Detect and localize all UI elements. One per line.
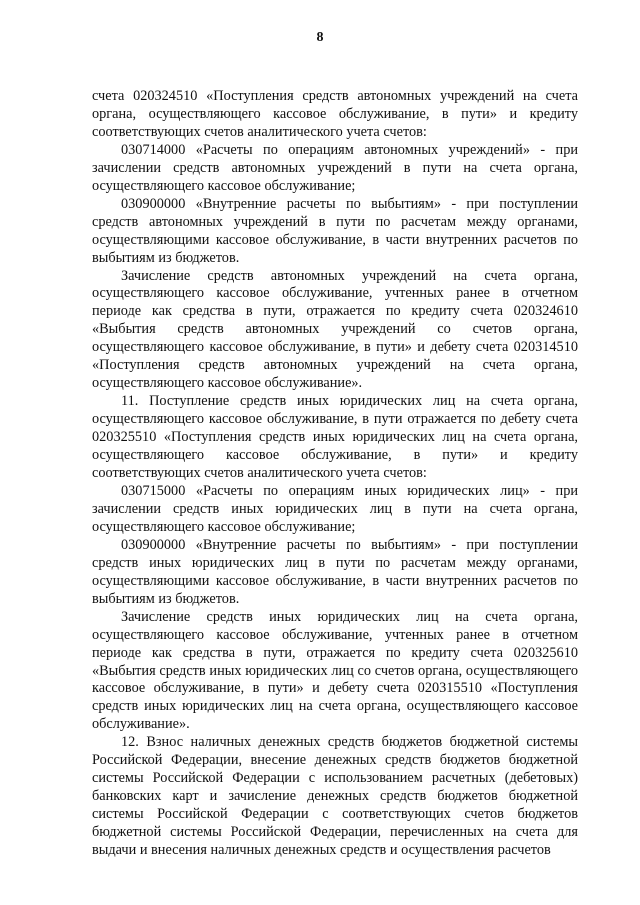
paragraph-account-030900000-autonomous: 030900000 «Внутренние расчеты по выбытиям» - при поступлении средств автономных учреждений в пути по расчетам между органами, осуществляющими кассовое обслуживание, в части внутренних расчетов по выбытиям из бюджетов. bbox=[92, 195, 578, 266]
paragraph-item-12: 12. Взнос наличных денежных средств бюджетов бюджетной системы Российской Федерации, внесение денежных средств бюджетов бюджетной системы Российской Федерации с использованием расчетных (дебетовых) банковских карт и зачисление денежных средств бюджетов бюджетной системы Российской Федерации с соответствующих счетов бюджетов бюджетной системы Российской Федерации, перечисленных на счета для выдачи и внесения наличных денежных средств и осуществления расчетов bbox=[92, 734, 578, 859]
paragraph-legal-entities-crediting: Зачисление средств иных юридических лиц на счета органа, осуществляющего кассовое обслуживание, учтенных ранее в отчетном периоде как средства в пути, отражается по кредиту счета 020325610 «Выбытия средств иных юридических лиц со счетов органа, осуществляющего кассовое обслуживание, в пути» и дебету счета 020315510 «Поступления средств иных юридических лиц на счета органа, осуществляющего кассовое обслуживание». bbox=[92, 608, 578, 733]
paragraph-item-11: 11. Поступление средств иных юридических лиц на счета органа, осуществляющего кассовое обслуживание, в пути отражается по дебету счета 020325510 «Поступления средств иных юридических лиц на счета органа, осуществляющего кассовое обслуживание, в пути» и кредиту соответствующих счетов аналитического учета счетов: bbox=[92, 393, 578, 482]
paragraph-continuation: счета 020324510 «Поступления средств автономных учреждений на счета органа, осуществляющего кассовое обслуживание, в пути» и кредиту соответствующих счетов аналитического учета счетов: bbox=[92, 88, 578, 140]
paragraph-autonomous-crediting: Зачисление средств автономных учреждений на счета органа, осуществляющего кассовое обслуживание, учтенных ранее в отчетном периоде как средства в пути, отражается по кредиту счета 020324610 «Выбытия средств автономных учреждений со счетов органа, осуществляющего кассовое обслуживание, в пути» и дебету счета 020314510 «Поступления средств автономных учреждений на счета органа, осуществляющего кассовое обслуживание». bbox=[92, 267, 578, 392]
paragraph-account-030715000: 030715000 «Расчеты по операциям иных юридических лиц» - при зачислении средств иных юридических лиц в пути на счета органа, осуществляющего кассовое обслуживание; bbox=[92, 482, 578, 535]
document-body bbox=[92, 88, 578, 860]
paragraph-account-030900000-legal-entities: 030900000 «Внутренние расчеты по выбытиям» - при поступлении средств иных юридических лиц в пути по расчетам между органами, осуществляющими кассовое обслуживание, в части внутренних расчетов по выбытиям из бюджетов. bbox=[92, 536, 578, 607]
paragraph-account-030714000: 030714000 «Расчеты по операциям автономных учреждений» - при зачислении средств автономных учреждений в пути на счета органа, осуществляющего кассовое обслуживание; bbox=[92, 141, 578, 194]
page-number: 8 bbox=[316, 30, 324, 45]
